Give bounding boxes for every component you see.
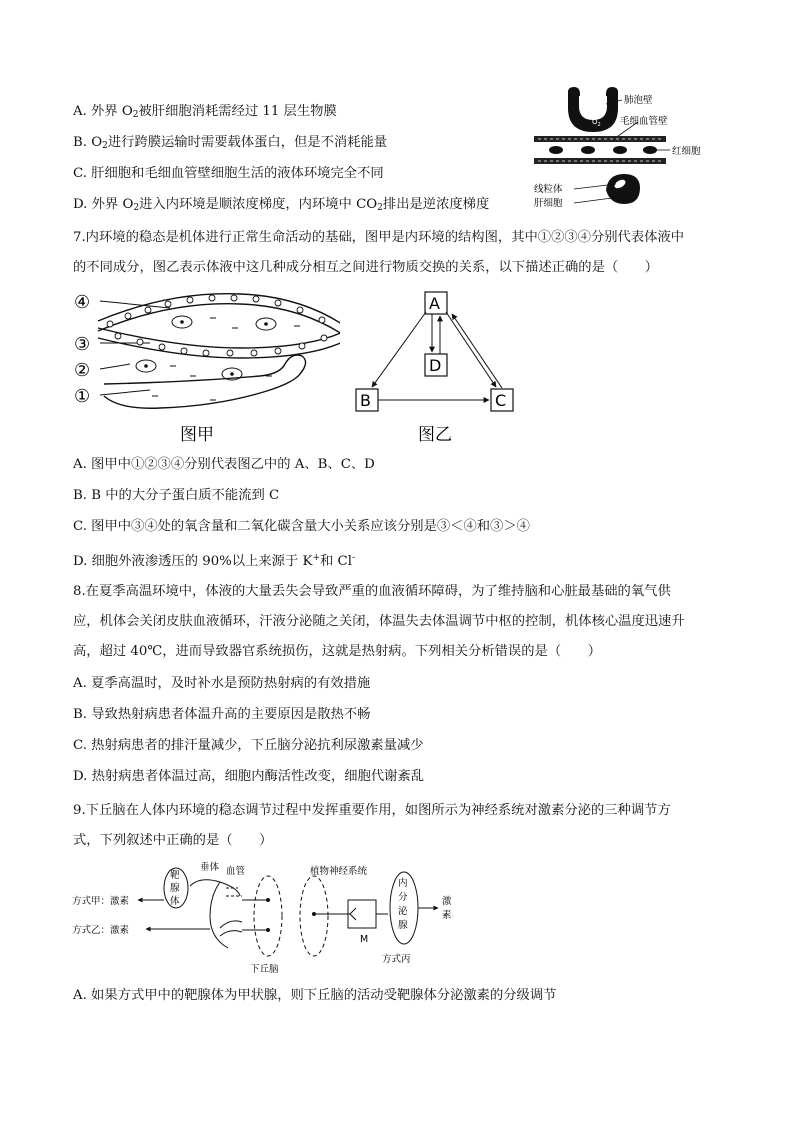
q6-option-d[interactable] <box>73 196 489 217</box>
q6-option-a-text: A. 外界 O <box>73 104 133 119</box>
q9-target-gland-char2: 腺 <box>170 883 180 894</box>
q9-target-gland-char1: 靶 <box>170 870 180 881</box>
q9-vessel-label: 血管 <box>226 866 246 877</box>
q9-endocrine-char2: 分 <box>398 892 408 903</box>
q9-target-gland-char3: 体 <box>170 896 180 907</box>
q8-option-a[interactable] <box>73 675 370 693</box>
q6-option-d-sub: 2 <box>133 203 140 213</box>
q7-marker-3: ③ <box>74 334 91 355</box>
q8-option-b-text: B. 导致热射病患者体温升高的主要原因是散热不畅 <box>73 707 371 722</box>
q7-option-a-text: A. 图甲中①②③④分别代表图乙中的 A、B、C、D <box>73 457 375 472</box>
q7-option-b[interactable] <box>73 487 279 505</box>
q8-stem-line-2: 应，机体会关闭皮肤血液循环，汗液分泌随之关闭，体温失去体温调节中枢的控制，机体核心温度迅速升 <box>73 614 685 629</box>
q7-option-d-sup2: - <box>351 553 355 563</box>
q7-option-d-sup1: + <box>312 553 320 563</box>
q9-hormone-char2: 素 <box>442 910 452 921</box>
q6-option-b-text2: 进行跨膜运输时需要载体蛋白，但是不消耗能量 <box>107 135 388 150</box>
q6-option-c-text: C. 肝细胞和毛细血管壁细胞生活的液体环境完全不同 <box>73 166 384 181</box>
q8-stem-line-1: 8.在夏季高温环境中，体液的大量丢失会导致严重的血液循环障碍，为了维持脑和心脏最基础的氧气供 <box>73 584 671 599</box>
q7-option-a[interactable] <box>73 456 375 474</box>
q6-red-blood-cells <box>549 146 657 154</box>
q6-option-a-text2: 被肝细胞消耗需经过 11 层生物膜 <box>138 104 337 119</box>
q6-option-b-sub: 2 <box>102 141 108 151</box>
q7-node-c-label: C <box>495 391 507 410</box>
q6-alveolus-figure <box>528 84 728 214</box>
q7-figure-yi-caption: 图乙 <box>418 425 452 445</box>
q9-stem-line-2: 式，下列叙述中正确的是（ ） <box>73 833 273 848</box>
q9-hypothalamus-ellipse <box>254 876 282 956</box>
q6-option-d-text: D. 外界 O <box>73 197 134 212</box>
q9-regulation-figure <box>70 856 470 981</box>
q6-liver-cell-label: 肝细胞 <box>534 198 563 209</box>
q8-option-a-text: A. 夏季高温时，及时补水是预防热射病的有效措施 <box>73 676 371 691</box>
q6-option-d-sub2: 2 <box>377 203 383 213</box>
q9-ans-label: 植物神经系统 <box>310 866 368 877</box>
q6-option-b-text: B. O <box>73 135 103 150</box>
q6-o2-label: $O_2$ <box>592 118 601 128</box>
q9-endocrine-char4: 腺 <box>398 920 408 931</box>
q7-figure-yi <box>350 286 530 446</box>
q6-option-b[interactable] <box>73 134 387 155</box>
q7-option-d-text: D. 细胞外液渗透压的 90%以上来源于 K <box>73 554 313 569</box>
q6-alveolus-label: 肺泡壁 <box>624 95 653 106</box>
q9-stem-line-1: 9.下丘脑在人体内环境的稳态调节过程中发挥重要作用，如图所示为神经系统对激素分泌的三种调节方 <box>73 803 671 818</box>
q7-node-a-label: A <box>429 294 440 313</box>
q6-option-d-text3: 排出是逆浓度梯度 <box>382 197 490 212</box>
q7-stem-line-1: 7.内环境的稳态是机体进行正常生命活动的基础，图甲是内环境的结构图，其中①②③④分别代表体液中 <box>73 230 685 245</box>
q9-mode-jia-label: 方式甲：激素 <box>72 896 130 907</box>
q7-figure-jia-caption: 图甲 <box>180 425 214 445</box>
q8-option-c-text: C. 热射病患者的排汗量减少，下丘脑分泌抗利尿激素量减少 <box>73 738 424 753</box>
q7-option-d[interactable] <box>73 549 355 571</box>
q8-option-d[interactable] <box>73 768 424 786</box>
q7-figure-jia <box>70 286 340 446</box>
q9-option-a-text: A. 如果方式甲中的靶腺体为甲状腺，则下丘脑的活动受靶腺体分泌激素的分级调节 <box>73 988 557 1003</box>
q7-marker-1: ① <box>74 386 91 407</box>
q7-option-d-text2: 和 Cl <box>320 554 352 569</box>
q9-endocrine-char1: 内 <box>398 878 408 889</box>
q7-marker-2: ② <box>74 360 91 381</box>
q7-node-d-label: D <box>429 356 442 375</box>
q9-hypothalamus-label: 下丘脑 <box>250 964 279 975</box>
q8-option-b[interactable] <box>73 706 370 724</box>
q8-option-d-text: D. 热射病患者体温过高，细胞内酶活性改变，细胞代谢紊乱 <box>73 769 425 784</box>
q6-capillary-label: 毛细血管壁 <box>620 116 668 127</box>
q7-option-c[interactable] <box>73 518 530 536</box>
q8-option-c[interactable] <box>73 737 424 755</box>
q7-stem <box>73 223 723 283</box>
q9-pituitary-label: 垂体 <box>200 862 220 873</box>
q6-option-d-text2: 进入内环境是顺浓度梯度，内环境中 CO <box>139 197 378 212</box>
q7-option-c-text: C. 图甲中③④处的氧含量和二氧化碳含量大小关系应该分别是③＜④和③＞④ <box>73 519 530 534</box>
q9-m-box <box>348 900 376 928</box>
q9-endocrine-char3: 泌 <box>398 906 408 917</box>
q9-hormone-char1: 激 <box>442 896 452 907</box>
q9-stem <box>73 796 723 856</box>
q7-node-b-label: B <box>360 391 371 410</box>
q8-stem-line-3: 高，超过 40℃，进而导致器官系统损伤，这就是热射病。下列相关分析错误的是（ ） <box>73 644 602 659</box>
q6-rbc-label: 红细胞 <box>672 146 701 157</box>
q6-mitochondria-label: 线粒体 <box>534 184 563 195</box>
q9-option-a[interactable] <box>73 987 556 1005</box>
q7-marker-4: ④ <box>74 292 91 313</box>
q6-option-c[interactable] <box>73 165 384 183</box>
q6-option-a[interactable] <box>73 103 337 124</box>
q8-stem <box>73 577 723 667</box>
q7-stem-line-2: 的不同成分，图乙表示体液中这几种成分相互之间进行物质交换的关系，以下描述正确的是（ ） <box>73 260 659 275</box>
q9-m-label: M <box>360 934 369 945</box>
q9-mode-yi-label: 方式乙：激素 <box>72 925 130 936</box>
q9-mode-bing-label: 方式丙 <box>382 954 411 965</box>
q7-option-b-text: B. B 中的大分子蛋白质不能流到 C <box>73 488 280 503</box>
q6-option-a-sub: 2 <box>132 110 139 120</box>
